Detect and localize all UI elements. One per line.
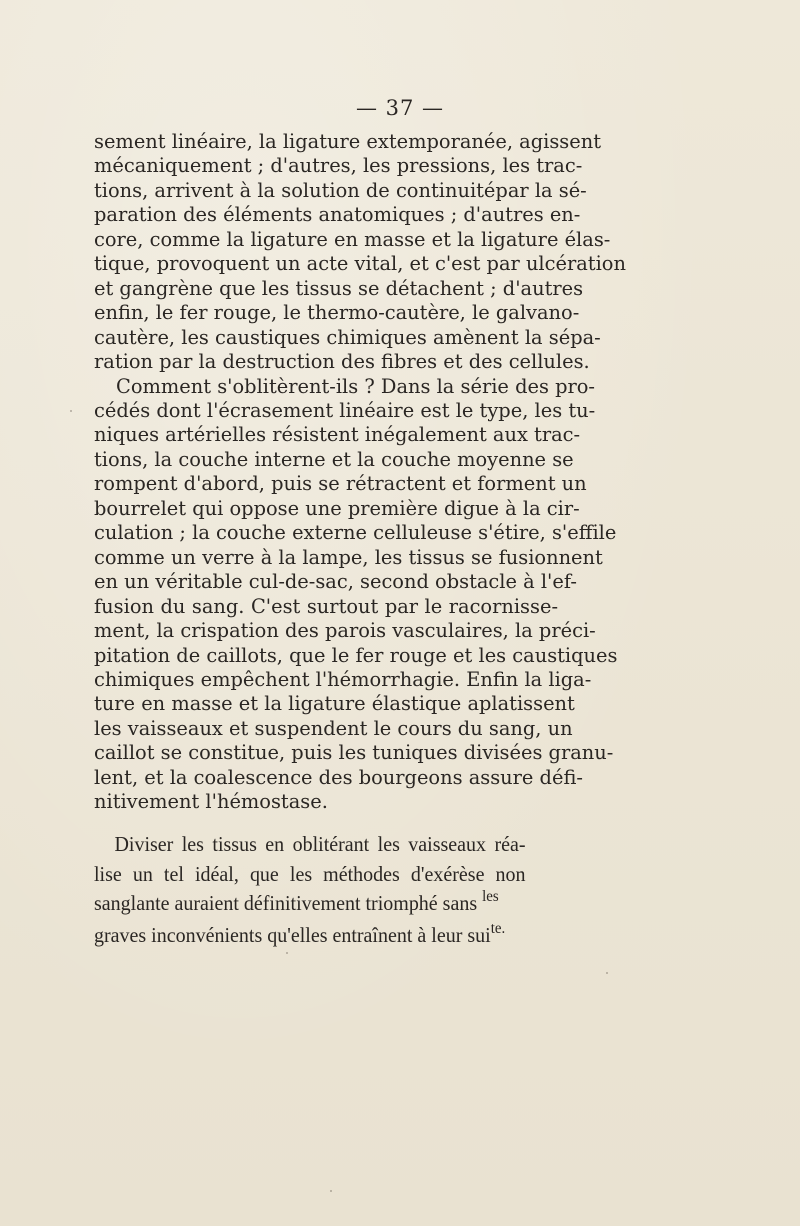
paper-speck (286, 952, 288, 954)
text-line: sement linéaire, la ligature extemporanée, agissent (94, 130, 602, 153)
superscript-text: les (482, 888, 499, 905)
superscript-text: te. (490, 919, 506, 937)
page-number: — 37 — (355, 96, 445, 120)
text-line: cédés dont l'écrasement linéaire est le type, les tu- (94, 398, 596, 422)
closing-line-text: sanglante auraient définitivement triomphé sans (94, 891, 478, 915)
text-line: fusion du sang. C'est surtout par le racornisse- (94, 594, 558, 618)
closing-line (94, 889, 526, 921)
text-line: core, comme la ligature en masse et la ligature élas- (94, 227, 611, 251)
text-line: mécaniquement ; d'autres, les pressions, les trac- (94, 154, 583, 178)
text-line: les vaisseaux et suspendent le cours du sang, un (94, 716, 573, 740)
text-line: caillot se constitue, puis les tuniques divisées granu- (94, 741, 614, 765)
text-line: lent, et la coalescence des bourgeons assure défi- (94, 765, 583, 789)
text-line: comme un verre à la lampe, les tissus se fusionnent (94, 545, 603, 569)
text-line: ture en masse et la ligature élastique aplatissent (94, 692, 575, 716)
body-text (94, 130, 626, 815)
text-line: rompent d'abord, puis se rétractent et forment un (94, 472, 587, 496)
text-line: bourrelet qui oppose une première digue à la cir- (94, 496, 580, 520)
text-line: Comment s'oblitèrent-ils ? Dans la série des pro- (116, 374, 595, 398)
text-line: pitation de caillots, que le fer rouge et les caustiques (94, 643, 618, 667)
paper-speck (380, 190, 382, 192)
text-line: culation ; la couche externe celluleuse s'étire, s'effile (94, 521, 617, 545)
text-line: tions, arrivent à la solution de continuitépar la sé- (94, 178, 587, 202)
text-line: et gangrène que les tissus se détachent ; d'autres (94, 276, 584, 300)
text-line: niques artérielles résistent inégalement aux trac- (94, 423, 581, 447)
text-line: enfin, le fer rouge, le thermo-cautère, le galvano- (94, 301, 580, 325)
closing-line-text: graves inconvénients qu'elles entraînent à leur sui (94, 922, 491, 947)
closing-line (94, 921, 526, 953)
text-line: tique, provoquent un acte vital, et c'est par ulcération (94, 252, 626, 276)
text-line: tions, la couche interne et la couche moyenne se (94, 447, 574, 471)
closing-line: lise un tel idéal, que les méthodes d'exérèse non (94, 861, 526, 886)
closing-paragraph (94, 830, 526, 952)
paper-speck (606, 972, 608, 974)
closing-line: Diviser les tissus en oblitérant les vaisseaux réa- (114, 832, 526, 856)
text-line: ment, la crispation des parois vasculaires, la préci- (94, 619, 596, 643)
paper-speck (330, 1190, 332, 1192)
text-line: chimiques empêchent l'hémorrhagie. Enfin la liga- (94, 667, 592, 691)
text-line: en un véritable cul-de-sac, second obstacle à l'ef- (94, 570, 577, 594)
text-line: paration des éléments anatomiques ; d'autres en- (94, 203, 581, 227)
text-line: ration par la destruction des fibres et des cellules. (94, 350, 590, 374)
paper-speck (70, 410, 72, 412)
text-line: cautère, les caustiques chimiques amènent la sépa- (94, 325, 601, 349)
text-line: nitivement l'hémostase. (94, 790, 328, 814)
